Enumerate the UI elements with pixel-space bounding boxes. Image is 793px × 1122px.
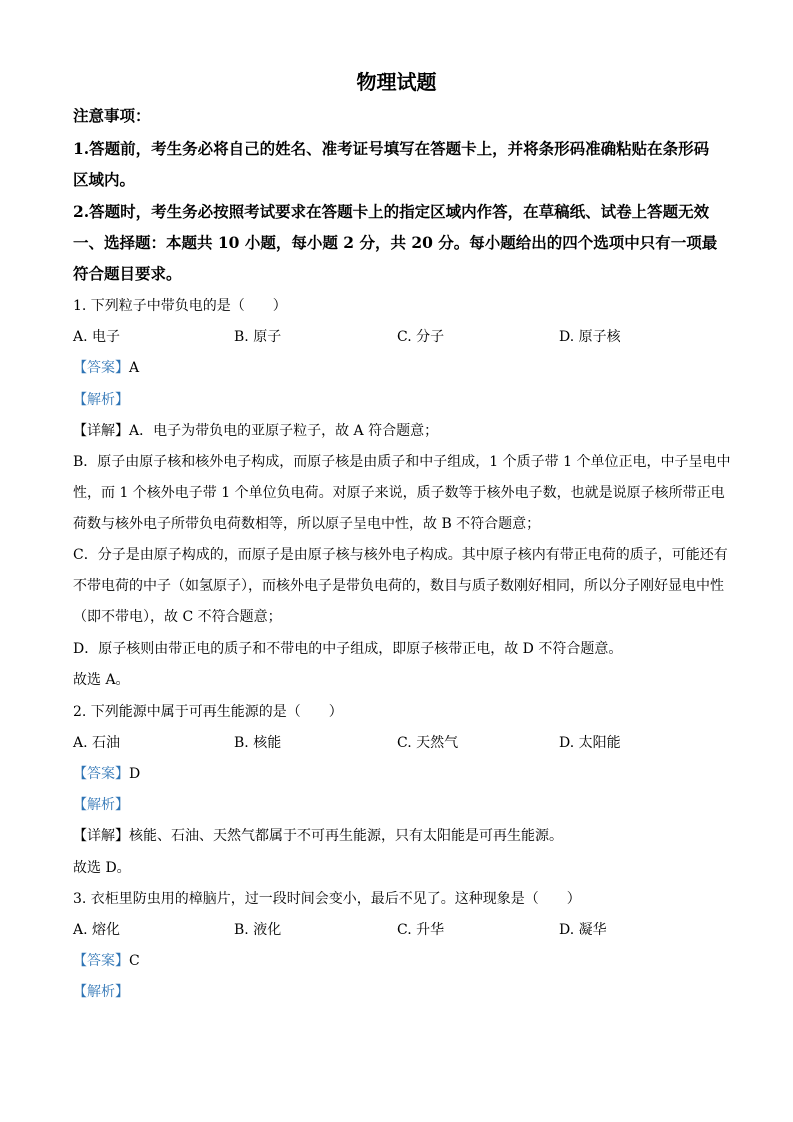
question-3-option-c: C. 升华 [397, 922, 445, 938]
question-3-answer [73, 951, 733, 971]
question-1-stem: 1. 下列粒子中带负电的是（ ） [73, 298, 287, 314]
answer-tag: 【答案】 [73, 766, 129, 782]
question-2-detail-line [73, 826, 733, 846]
question-3-stem: 3. 衣柜里防虫用的樟脑片，过一段时间会变小，最后不见了。这种现象是（ ） [73, 891, 581, 907]
detail-text: 核能、石油、天然气都属于不可再生能源，只有太阳能是可再生能源。 [129, 828, 563, 844]
notice-heading: 注意事项： [73, 106, 151, 125]
question-1-detail-line: D．原子核则由带正电的质子和不带电的中子组成，即原子核带正电，故 D 不符合题意。 [73, 641, 623, 657]
question-1-detail-line: 荷数与核外电子所带负电荷数相等，所以原子呈电中性，故 B 不符合题意； [73, 516, 541, 532]
question-1-answer [73, 358, 733, 378]
notice-item-1-line-1: 1.答题前，考生务必将自己的姓名、准考证号填写在答题卡上，并将条形码准确粘贴在条形码 [73, 139, 710, 158]
detail-text: A．电子为带负电的亚原子粒子，故 A 符合题意； [129, 423, 439, 439]
detail-tag: 【详解】 [73, 828, 129, 844]
answer-value: A [129, 360, 140, 376]
question-1-conclusion: 故选 A。 [73, 672, 130, 688]
question-2-option-d: D. 太阳能 [559, 735, 621, 751]
question-3-option-d: D. 凝华 [559, 922, 607, 938]
page-title: 物理试题 [356, 70, 437, 94]
question-1-option-a: A. 电子 [73, 329, 121, 345]
detail-tag: 【详解】 [73, 423, 129, 439]
question-3-option-b: B. 液化 [234, 922, 282, 938]
question-1-detail-line: 性，而 1 个核外电子带 1 个单位负电荷。对原子来说，质子数等于核外电子数，也就是说原子核所带正电 [73, 485, 725, 501]
question-2-option-b: B. 核能 [234, 735, 282, 751]
answer-value: C [129, 953, 140, 969]
answer-tag: 【答案】 [73, 360, 129, 376]
question-3-option-a: A. 熔化 [73, 922, 121, 938]
answer-value: D [129, 766, 141, 782]
question-2-analysis-label [73, 795, 733, 815]
question-2-conclusion: 故选 D。 [73, 860, 131, 876]
question-2-option-c: C. 天然气 [397, 735, 459, 751]
question-1-detail-line: （即不带电），故 C 不符合题意； [73, 609, 282, 625]
question-1-option-b: B. 原子 [234, 329, 282, 345]
analysis-tag: 【解析】 [73, 984, 129, 1000]
notice-item-2-line-1: 2.答题时，考生务必按照考试要求在答题卡上的指定区域内作答，在草稿纸、试卷上答题无效 [73, 202, 710, 221]
notice-item-1-line-2: 区域内。 [73, 170, 136, 189]
question-2-answer [73, 764, 733, 784]
section-heading-line-1: 一、选择题：本题共 10 小题，每小题 2 分，共 20 分。每小题给出的四个选项中只有一项最 [73, 233, 718, 252]
section-heading-line-2: 符合题目要求。 [73, 264, 182, 283]
answer-tag: 【答案】 [73, 953, 129, 969]
question-2-stem: 2. 下列能源中属于可再生能源的是（ ） [73, 704, 343, 720]
question-3-analysis-label [73, 982, 733, 1002]
question-1-detail-line: B．原子由原子核和核外电子构成，而原子核是由质子和中子组成，1 个质子带 1 个单位正电，中子呈电中 [73, 454, 731, 470]
question-1-analysis-label [73, 390, 733, 410]
question-1-detail-line: 不带电荷的中子（如氢原子），而核外电子是带负电荷的，数目与质子数刚好相同，所以分子刚好显电中性 [73, 578, 724, 594]
question-2-option-a: A. 石油 [73, 735, 121, 751]
analysis-tag: 【解析】 [73, 392, 129, 408]
question-1-option-c: C. 分子 [397, 329, 445, 345]
analysis-tag: 【解析】 [73, 797, 129, 813]
question-1-option-d: D. 原子核 [559, 329, 621, 345]
question-1-detail-line: C．分子是由原子构成的，而原子是由原子核与核外电子构成。其中原子核内有带正电荷的质子，可能还有 [73, 547, 728, 563]
question-1-detail-line [73, 421, 733, 441]
